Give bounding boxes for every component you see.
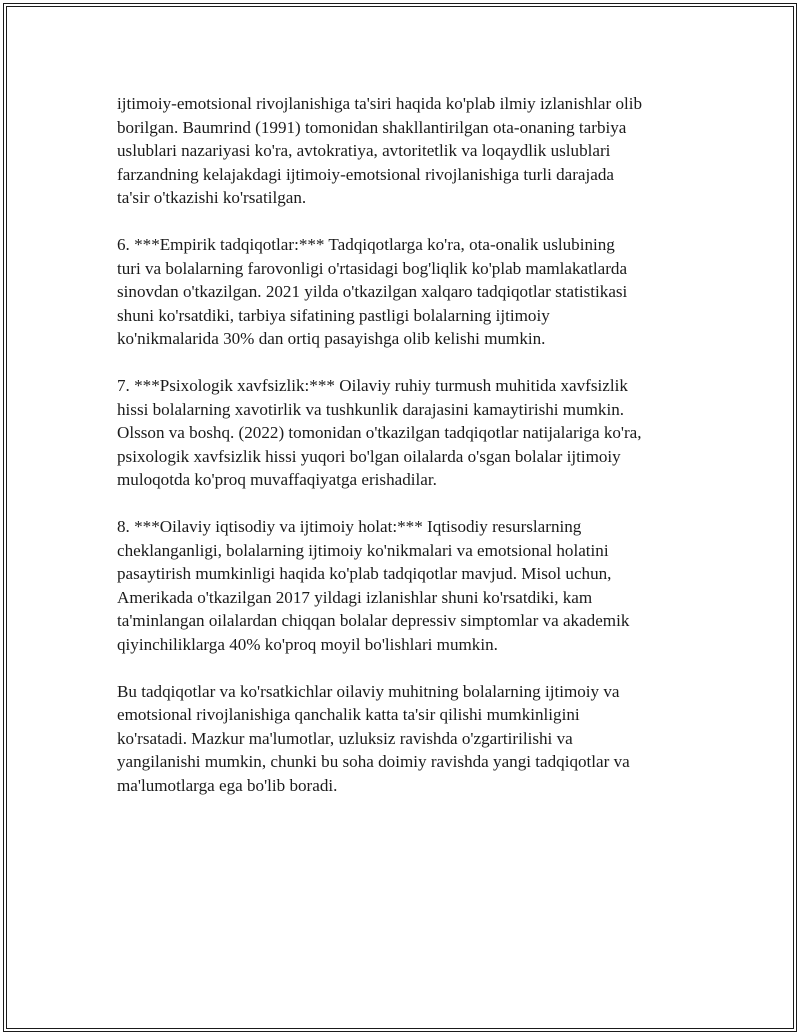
text-line: 7. ***Psixologik xavfsizlik:*** Oilaviy ruhiy turmush muhitida xavfsizlik [117,376,628,395]
text-line: 8. ***Oilaviy iqtisodiy va ijtimoiy holat:*** Iqtisodiy resurslarning [117,517,582,536]
text-line: qiyinchiliklarga 40% ko'proq moyil bo'lishlari mumkin. [117,634,498,654]
text-line: farzandning kelajakdagi ijtimoiy-emotsional rivojlanishiga turli darajada [117,164,614,184]
text-line: yangilanishi mumkin, chunki bu soha doimiy ravishda yangi tadqiqotlar va [117,752,630,771]
text-line: pasaytirish mumkinligi haqida ko'plab tadqiqotlar mavjud. Misol uchun, [117,564,612,583]
text-line: 6. ***Empirik tadqiqotlar:*** Tadqiqotlarga ko'ra, ota-onalik uslubining [117,235,615,254]
text-line: ko'rsatadi. Mazkur ma'lumotlar, uzluksiz ravishda o'zgartirilishi va [117,728,573,748]
text-line: Bu tadqiqotlar va ko'rsatkichlar oilaviy muhitning bolalarning ijtimoiy va [117,681,620,701]
paragraph-item-6-empirical-studies [117,233,697,351]
paragraph-item-7-psychological-safety [117,374,697,492]
text-line: ta'minlangan oilalardan chiqqan bolalar depressiv simptomlar va akademik [117,611,630,630]
text-line: shuni ko'rsatdiki, tarbiya sifatining pastligi bolalarning ijtimoiy [117,305,550,325]
text-line: turi va bolalarning farovonligi o'rtasidagi bog'liqlik ko'plab mamlakatlarda [117,258,628,278]
text-line: cheklanganligi, bolalarning ijtimoiy ko'nikmalari va emotsional holatini [117,540,609,560]
paragraph-conclusion [117,680,697,798]
text-line: sinovdan o'tkazilgan. 2021 yilda o'tkazilgan xalqaro tadqiqotlar statistikasi [117,282,628,301]
text-line: Amerikada o'tkazilgan 2017 yildagi izlanishlar shuni ko'rsatdiki, kam [117,587,593,607]
text-line: borilgan. Baumrind (1991) tomonidan shakllantirilgan ota-onaning tarbiya [117,117,627,137]
text-line: ko'nikmalarida 30% dan ortiq pasayishga olib kelishi mumkin. [117,329,546,348]
text-line: ijtimoiy-emotsional rivojlanishiga ta'siri haqida ko'plab ilmiy izlanishlar olib [117,94,643,113]
text-line: ma'lumotlarga ega bo'lib boradi. [117,775,338,795]
text-line: ta'sir o'tkazishi ko'rsatilgan. [117,188,307,207]
paragraph-intro-continuation [117,92,697,210]
text-line: emotsional rivojlanishiga qanchalik katta ta'sir qilishi mumkinligini [117,705,580,724]
text-line: psixologik xavfsizlik hissi yuqori bo'lgan oilalarda o'sgan bolalar ijtimoiy [117,446,621,466]
text-line: muloqotda ko'proq muvaffaqiyatga erishadilar. [117,470,437,489]
text-line: Olsson va boshq. (2022) tomonidan o'tkazilgan tadqiqotlar natijalariga ko'ra, [117,423,642,442]
document-body [117,92,697,821]
text-line: hissi bolalarning xavotirlik va tushkunlik darajasini kamaytirishi mumkin. [117,399,625,419]
paragraph-item-8-economic-status [117,515,697,656]
text-line: uslublari nazariyasi ko'ra, avtokratiya, avtoritetlik va loqaydlik uslublari [117,141,611,160]
